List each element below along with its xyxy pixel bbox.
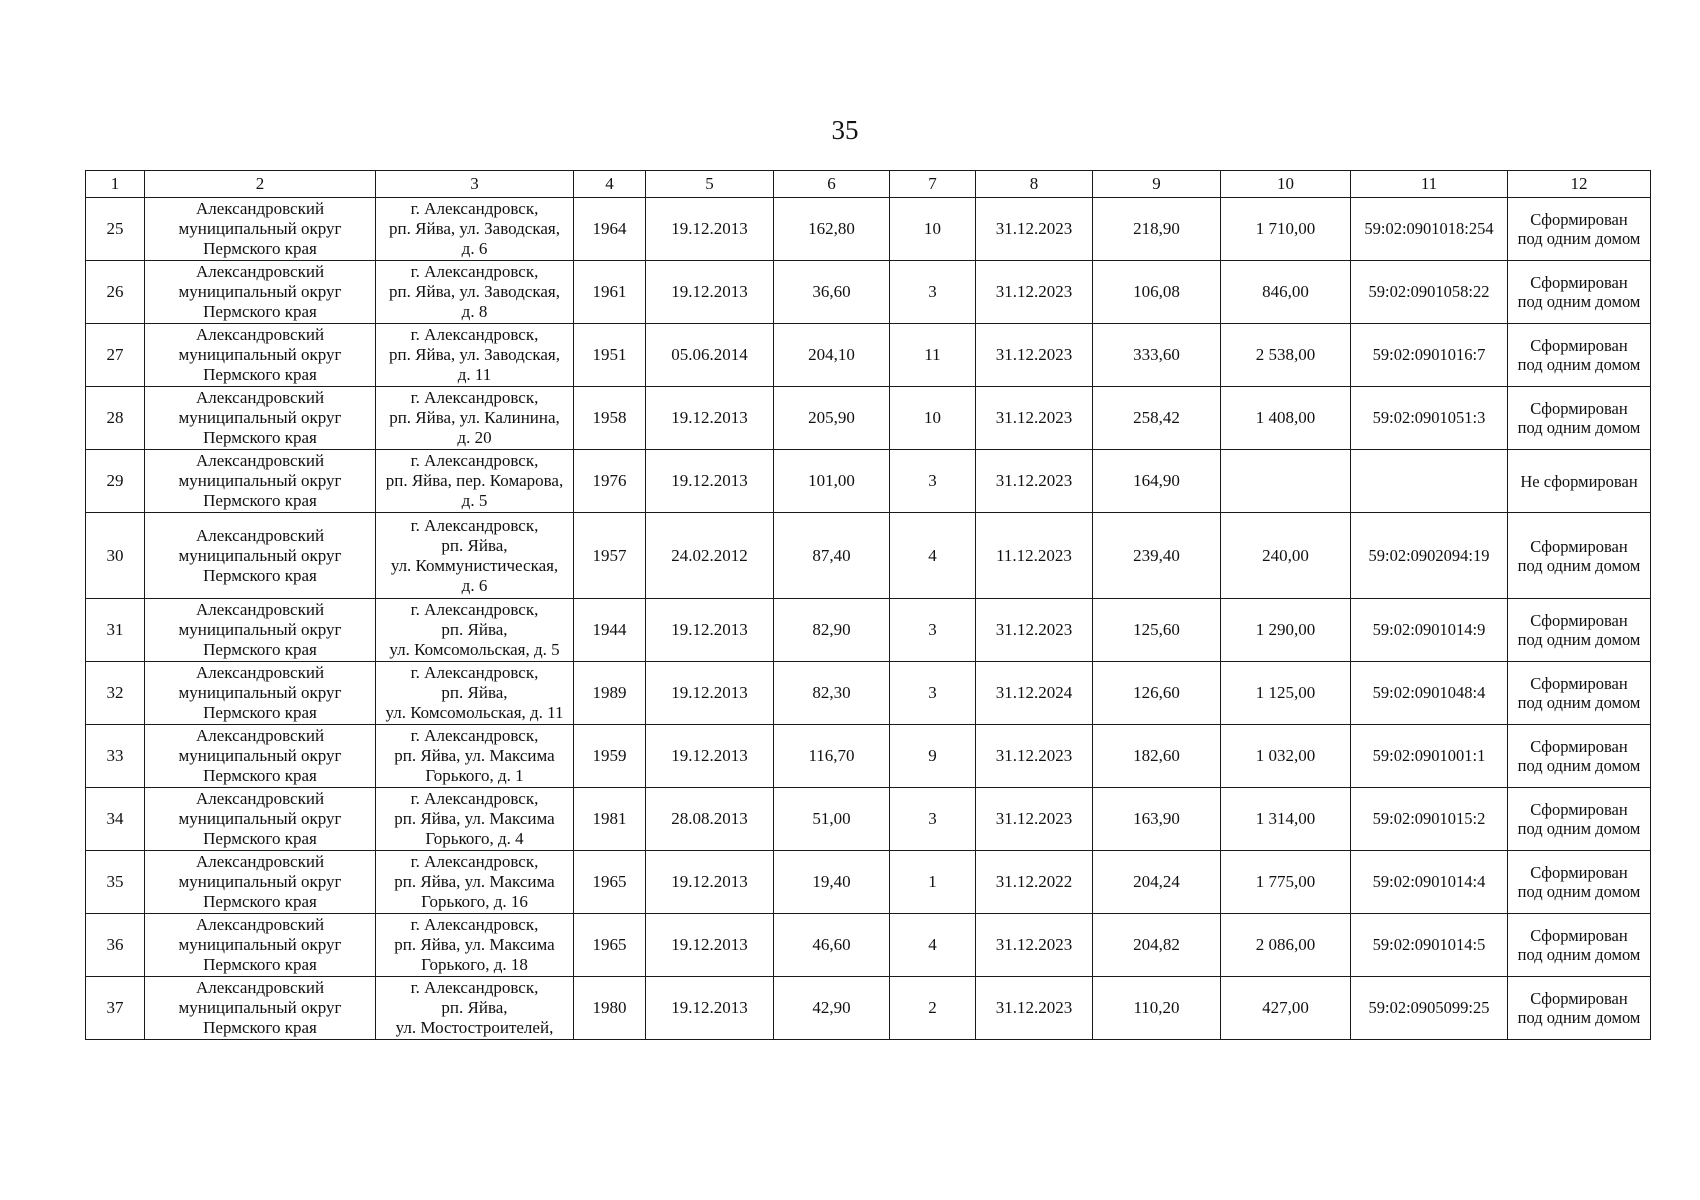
- cell-line: Сформирован: [1530, 863, 1628, 882]
- cell-line: Пермского края: [203, 428, 317, 447]
- status-cell: [1508, 662, 1651, 725]
- cell-line: под одним домом: [1517, 630, 1641, 649]
- date-cell: 19.12.2013: [646, 261, 774, 324]
- area-cell: 162,80: [774, 198, 890, 261]
- row-number-cell: 36: [86, 914, 145, 977]
- cadastral-number-cell: 59:02:0901048:4: [1351, 662, 1508, 725]
- cadastral-number-cell: 59:02:0901015:2: [1351, 788, 1508, 851]
- year-cell: 1981: [574, 788, 646, 851]
- row-number-cell: 35: [86, 851, 145, 914]
- land-area-cell: 1 314,00: [1221, 788, 1351, 851]
- cell-line: ул. Комсомольская, д. 11: [385, 703, 564, 722]
- column-header: 2: [145, 171, 376, 198]
- status-cell: [1508, 198, 1651, 261]
- cell-line: Сформирован: [1530, 737, 1628, 756]
- address-cell: [376, 513, 574, 599]
- owner-cell: [145, 387, 376, 450]
- cell-line: рп. Яйва,: [441, 998, 508, 1017]
- status-cell: [1508, 977, 1651, 1040]
- deadline-cell: 31.12.2023: [976, 324, 1093, 387]
- date-cell: 19.12.2013: [646, 977, 774, 1040]
- cell-line: Александровский: [195, 663, 325, 682]
- cell-line: Александровский: [195, 525, 325, 545]
- cell-line: Александровский: [195, 600, 325, 619]
- area2-cell: 164,90: [1093, 450, 1221, 513]
- row-number-cell: 28: [86, 387, 145, 450]
- cell-line: Пермского края: [203, 365, 317, 384]
- cell-line: под одним домом: [1517, 229, 1641, 248]
- cell-line: муниципальный округ: [178, 998, 342, 1017]
- cell-line: г. Александровск,: [410, 262, 539, 281]
- cadastral-number-cell: 59:02:0901014:5: [1351, 914, 1508, 977]
- owner-cell: [145, 725, 376, 788]
- land-area-cell: 1 710,00: [1221, 198, 1351, 261]
- cell-line: рп. Яйва, ул. Заводская,: [389, 282, 560, 301]
- owner-cell: [145, 450, 376, 513]
- cell-line: Пермского края: [203, 565, 317, 585]
- address-cell: [376, 324, 574, 387]
- year-cell: 1944: [574, 599, 646, 662]
- cell-line: Александровский: [195, 978, 325, 997]
- area2-cell: 110,20: [1093, 977, 1221, 1040]
- area-cell: 51,00: [774, 788, 890, 851]
- cell-line: Александровский: [195, 325, 325, 344]
- status-cell: [1508, 513, 1651, 599]
- column-header: 1: [86, 171, 145, 198]
- cell-line: д. 5: [461, 491, 488, 510]
- area2-cell: 163,90: [1093, 788, 1221, 851]
- deadline-cell: 11.12.2023: [976, 513, 1093, 599]
- area2-cell: 106,08: [1093, 261, 1221, 324]
- cell-line: под одним домом: [1517, 355, 1641, 374]
- cell-line: рп. Яйва, ул. Калинина,: [389, 408, 560, 427]
- owner-cell: [145, 662, 376, 725]
- cell-line: Сформирован: [1530, 611, 1628, 630]
- column-header: 7: [890, 171, 976, 198]
- cell-line: муниципальный округ: [178, 282, 342, 301]
- owner-cell: [145, 261, 376, 324]
- cadastral-number-cell: 59:02:0901018:254: [1351, 198, 1508, 261]
- deadline-cell: 31.12.2023: [976, 387, 1093, 450]
- area-cell: 205,90: [774, 387, 890, 450]
- count-cell: 2: [890, 977, 976, 1040]
- area-cell: 36,60: [774, 261, 890, 324]
- cadastral-number-cell: 59:02:0901058:22: [1351, 261, 1508, 324]
- table-row: [86, 387, 1651, 450]
- date-cell: 19.12.2013: [646, 662, 774, 725]
- address-cell: [376, 599, 574, 662]
- cell-line: г. Александровск,: [410, 515, 539, 535]
- owner-cell: [145, 324, 376, 387]
- area-cell: 87,40: [774, 513, 890, 599]
- count-cell: 3: [890, 261, 976, 324]
- land-area-cell: 427,00: [1221, 977, 1351, 1040]
- cell-line: Горького, д. 4: [425, 829, 524, 848]
- row-number-cell: 27: [86, 324, 145, 387]
- cell-line: Александровский: [195, 915, 325, 934]
- deadline-cell: 31.12.2023: [976, 788, 1093, 851]
- status-cell: [1508, 450, 1651, 513]
- status-cell: [1508, 725, 1651, 788]
- column-header: 3: [376, 171, 574, 198]
- cadastral-number-cell: 59:02:0901016:7: [1351, 324, 1508, 387]
- cell-line: ул. Мостостроителей,: [395, 1018, 554, 1037]
- cell-line: Горького, д. 16: [421, 892, 528, 911]
- year-cell: 1958: [574, 387, 646, 450]
- cell-line: г. Александровск,: [410, 663, 539, 682]
- row-number-cell: 30: [86, 513, 145, 599]
- column-header: 8: [976, 171, 1093, 198]
- area-cell: 101,00: [774, 450, 890, 513]
- cell-line: под одним домом: [1517, 292, 1641, 311]
- column-header: 4: [574, 171, 646, 198]
- cell-line: Александровский: [195, 388, 325, 407]
- cell-line: Пермского края: [203, 239, 317, 258]
- cell-line: Сформирован: [1530, 210, 1628, 229]
- cadastral-number-cell: 59:02:0902094:19: [1351, 513, 1508, 599]
- cell-line: под одним домом: [1517, 882, 1641, 901]
- cell-line: рп. Яйва,: [441, 620, 508, 639]
- cell-line: Александровский: [195, 852, 325, 871]
- deadline-cell: 31.12.2023: [976, 599, 1093, 662]
- year-cell: 1959: [574, 725, 646, 788]
- cell-line: ул. Комсомольская, д. 5: [389, 640, 560, 659]
- row-number-cell: 32: [86, 662, 145, 725]
- cadastral-number-cell: [1351, 450, 1508, 513]
- cell-line: рп. Яйва,: [441, 683, 508, 702]
- count-cell: 3: [890, 450, 976, 513]
- date-cell: 19.12.2013: [646, 387, 774, 450]
- owner-cell: [145, 788, 376, 851]
- land-area-cell: 1 032,00: [1221, 725, 1351, 788]
- deadline-cell: 31.12.2023: [976, 977, 1093, 1040]
- date-cell: 19.12.2013: [646, 450, 774, 513]
- area-cell: 82,90: [774, 599, 890, 662]
- status-cell: [1508, 599, 1651, 662]
- area2-cell: 204,82: [1093, 914, 1221, 977]
- cell-line: г. Александровск,: [410, 451, 539, 470]
- land-area-cell: 2 086,00: [1221, 914, 1351, 977]
- cell-line: Александровский: [195, 451, 325, 470]
- cell-line: муниципальный округ: [178, 408, 342, 427]
- row-number-cell: 26: [86, 261, 145, 324]
- address-cell: [376, 261, 574, 324]
- deadline-cell: 31.12.2023: [976, 914, 1093, 977]
- area-cell: 46,60: [774, 914, 890, 977]
- cell-line: муниципальный округ: [178, 471, 342, 490]
- table-row: [86, 450, 1651, 513]
- cell-line: г. Александровск,: [410, 726, 539, 745]
- count-cell: 1: [890, 851, 976, 914]
- deadline-cell: 31.12.2024: [976, 662, 1093, 725]
- cell-line: Пермского края: [203, 703, 317, 722]
- deadline-cell: 31.12.2023: [976, 450, 1093, 513]
- year-cell: 1965: [574, 851, 646, 914]
- row-number-cell: 37: [86, 977, 145, 1040]
- address-cell: [376, 450, 574, 513]
- cell-line: Сформирован: [1530, 674, 1628, 693]
- address-cell: [376, 725, 574, 788]
- cadastral-number-cell: 59:02:0901051:3: [1351, 387, 1508, 450]
- cell-line: Не сформирован: [1520, 471, 1638, 491]
- cell-line: муниципальный округ: [178, 219, 342, 238]
- land-area-cell: 1 408,00: [1221, 387, 1351, 450]
- housing-registry-table: [85, 170, 1651, 1040]
- table-row: [86, 513, 1651, 599]
- address-cell: [376, 851, 574, 914]
- deadline-cell: 31.12.2022: [976, 851, 1093, 914]
- status-cell: [1508, 324, 1651, 387]
- cell-line: Пермского края: [203, 302, 317, 321]
- cell-line: муниципальный округ: [178, 746, 342, 765]
- cell-line: муниципальный округ: [178, 345, 342, 364]
- owner-cell: [145, 914, 376, 977]
- area2-cell: 239,40: [1093, 513, 1221, 599]
- page-number: 35: [831, 115, 859, 145]
- cell-line: г. Александровск,: [410, 199, 539, 218]
- row-number-cell: 33: [86, 725, 145, 788]
- cell-line: Сформирован: [1530, 336, 1628, 355]
- table-row: [86, 977, 1651, 1040]
- cell-line: г. Александровск,: [410, 388, 539, 407]
- cell-line: д. 6: [461, 239, 488, 258]
- count-cell: 4: [890, 914, 976, 977]
- column-header: 5: [646, 171, 774, 198]
- cell-line: рп. Яйва, ул. Максима: [394, 746, 555, 765]
- cell-line: рп. Яйва, ул. Заводская,: [389, 219, 560, 238]
- cell-line: под одним домом: [1517, 819, 1641, 838]
- cell-line: Александровский: [195, 726, 325, 745]
- cell-line: д. 8: [461, 302, 488, 321]
- cell-line: под одним домом: [1517, 756, 1641, 775]
- cadastral-number-cell: 59:02:0901001:1: [1351, 725, 1508, 788]
- cell-line: муниципальный округ: [178, 935, 342, 954]
- cell-line: г. Александровск,: [410, 600, 539, 619]
- table-row: [86, 261, 1651, 324]
- status-cell: [1508, 387, 1651, 450]
- table-row: [86, 851, 1651, 914]
- cell-line: муниципальный округ: [178, 620, 342, 639]
- cell-line: г. Александровск,: [410, 852, 539, 871]
- address-cell: [376, 788, 574, 851]
- cell-line: Сформирован: [1530, 989, 1628, 1008]
- address-cell: [376, 387, 574, 450]
- registry-rows: [86, 198, 1651, 1040]
- cell-line: Горького, д. 18: [421, 955, 528, 974]
- date-cell: 19.12.2013: [646, 198, 774, 261]
- cell-line: Пермского края: [203, 1018, 317, 1037]
- cell-line: рп. Яйва,: [441, 535, 508, 555]
- cell-line: рп. Яйва, пер. Комарова,: [385, 471, 564, 490]
- cell-line: рп. Яйва, ул. Максима: [394, 935, 555, 954]
- row-number-cell: 34: [86, 788, 145, 851]
- column-header: 10: [1221, 171, 1351, 198]
- count-cell: 4: [890, 513, 976, 599]
- cell-line: под одним домом: [1517, 693, 1641, 712]
- cell-line: Пермского края: [203, 491, 317, 510]
- count-cell: 3: [890, 599, 976, 662]
- table-row: [86, 725, 1651, 788]
- area2-cell: 204,24: [1093, 851, 1221, 914]
- date-cell: 05.06.2014: [646, 324, 774, 387]
- cell-line: Пермского края: [203, 892, 317, 911]
- date-cell: 19.12.2013: [646, 599, 774, 662]
- cell-line: под одним домом: [1517, 418, 1641, 437]
- cadastral-number-cell: 59:02:0901014:4: [1351, 851, 1508, 914]
- cell-line: Сформирован: [1530, 926, 1628, 945]
- date-cell: 28.08.2013: [646, 788, 774, 851]
- year-cell: 1957: [574, 513, 646, 599]
- land-area-cell: 846,00: [1221, 261, 1351, 324]
- cell-line: под одним домом: [1517, 555, 1641, 575]
- year-cell: 1961: [574, 261, 646, 324]
- date-cell: 19.12.2013: [646, 914, 774, 977]
- year-cell: 1964: [574, 198, 646, 261]
- cell-line: Александровский: [195, 262, 325, 281]
- cell-line: Александровский: [195, 199, 325, 218]
- table-row: [86, 198, 1651, 261]
- cell-line: под одним домом: [1517, 945, 1641, 964]
- cell-line: под одним домом: [1517, 1008, 1641, 1027]
- year-cell: 1989: [574, 662, 646, 725]
- column-header: 9: [1093, 171, 1221, 198]
- area2-cell: 218,90: [1093, 198, 1221, 261]
- cell-line: Александровский: [195, 789, 325, 808]
- cell-line: г. Александровск,: [410, 325, 539, 344]
- address-cell: [376, 198, 574, 261]
- year-cell: 1980: [574, 977, 646, 1040]
- row-number-cell: 25: [86, 198, 145, 261]
- table-row: [86, 788, 1651, 851]
- cell-line: ул. Коммунистическая,: [390, 555, 559, 575]
- count-cell: 10: [890, 198, 976, 261]
- land-area-cell: 2 538,00: [1221, 324, 1351, 387]
- owner-cell: [145, 851, 376, 914]
- date-cell: 24.02.2012: [646, 513, 774, 599]
- count-cell: 3: [890, 662, 976, 725]
- cell-line: г. Александровск,: [410, 915, 539, 934]
- cell-line: Сформирован: [1530, 536, 1628, 556]
- count-cell: 11: [890, 324, 976, 387]
- column-number-row: [86, 171, 1651, 198]
- area2-cell: 258,42: [1093, 387, 1221, 450]
- address-cell: [376, 662, 574, 725]
- status-cell: [1508, 914, 1651, 977]
- cell-line: Пермского края: [203, 640, 317, 659]
- land-area-cell: [1221, 450, 1351, 513]
- count-cell: 9: [890, 725, 976, 788]
- owner-cell: [145, 198, 376, 261]
- cell-line: Пермского края: [203, 829, 317, 848]
- date-cell: 19.12.2013: [646, 851, 774, 914]
- table-row: [86, 599, 1651, 662]
- cell-line: г. Александровск,: [410, 978, 539, 997]
- count-cell: 10: [890, 387, 976, 450]
- area2-cell: 126,60: [1093, 662, 1221, 725]
- area2-cell: 182,60: [1093, 725, 1221, 788]
- deadline-cell: 31.12.2023: [976, 725, 1093, 788]
- land-area-cell: 240,00: [1221, 513, 1351, 599]
- cadastral-number-cell: 59:02:0901014:9: [1351, 599, 1508, 662]
- date-cell: 19.12.2013: [646, 725, 774, 788]
- cell-line: муниципальный округ: [178, 809, 342, 828]
- cell-line: Сформирован: [1530, 800, 1628, 819]
- deadline-cell: 31.12.2023: [976, 261, 1093, 324]
- count-cell: 3: [890, 788, 976, 851]
- area-cell: 19,40: [774, 851, 890, 914]
- row-number-cell: 31: [86, 599, 145, 662]
- cell-line: д. 6: [461, 575, 488, 595]
- cell-line: муниципальный округ: [178, 872, 342, 891]
- land-area-cell: 1 290,00: [1221, 599, 1351, 662]
- area2-cell: 125,60: [1093, 599, 1221, 662]
- cell-line: г. Александровск,: [410, 789, 539, 808]
- cell-line: Пермского края: [203, 766, 317, 785]
- land-area-cell: 1 125,00: [1221, 662, 1351, 725]
- cell-line: рп. Яйва, ул. Максима: [394, 872, 555, 891]
- cell-line: муниципальный округ: [178, 545, 342, 565]
- status-cell: [1508, 788, 1651, 851]
- status-cell: [1508, 851, 1651, 914]
- area2-cell: 333,60: [1093, 324, 1221, 387]
- owner-cell: [145, 977, 376, 1040]
- owner-cell: [145, 513, 376, 599]
- cadastral-number-cell: 59:02:0905099:25: [1351, 977, 1508, 1040]
- deadline-cell: 31.12.2023: [976, 198, 1093, 261]
- cell-line: Сформирован: [1530, 273, 1628, 292]
- cell-line: муниципальный округ: [178, 683, 342, 702]
- cell-line: Пермского края: [203, 955, 317, 974]
- cell-line: рп. Яйва, ул. Максима: [394, 809, 555, 828]
- area-cell: 82,30: [774, 662, 890, 725]
- year-cell: 1965: [574, 914, 646, 977]
- column-header: 12: [1508, 171, 1651, 198]
- cell-line: рп. Яйва, ул. Заводская,: [389, 345, 560, 364]
- cell-line: д. 20: [457, 428, 492, 447]
- column-header: 11: [1351, 171, 1508, 198]
- area-cell: 116,70: [774, 725, 890, 788]
- address-cell: [376, 977, 574, 1040]
- area-cell: 204,10: [774, 324, 890, 387]
- table-row: [86, 662, 1651, 725]
- land-area-cell: 1 775,00: [1221, 851, 1351, 914]
- area-cell: 42,90: [774, 977, 890, 1040]
- year-cell: 1951: [574, 324, 646, 387]
- table-row: [86, 914, 1651, 977]
- table-row: [86, 324, 1651, 387]
- owner-cell: [145, 599, 376, 662]
- row-number-cell: 29: [86, 450, 145, 513]
- address-cell: [376, 914, 574, 977]
- cell-line: Сформирован: [1530, 399, 1628, 418]
- status-cell: [1508, 261, 1651, 324]
- cell-line: д. 11: [457, 365, 492, 384]
- column-header: 6: [774, 171, 890, 198]
- year-cell: 1976: [574, 450, 646, 513]
- cell-line: Горького, д. 1: [425, 766, 524, 785]
